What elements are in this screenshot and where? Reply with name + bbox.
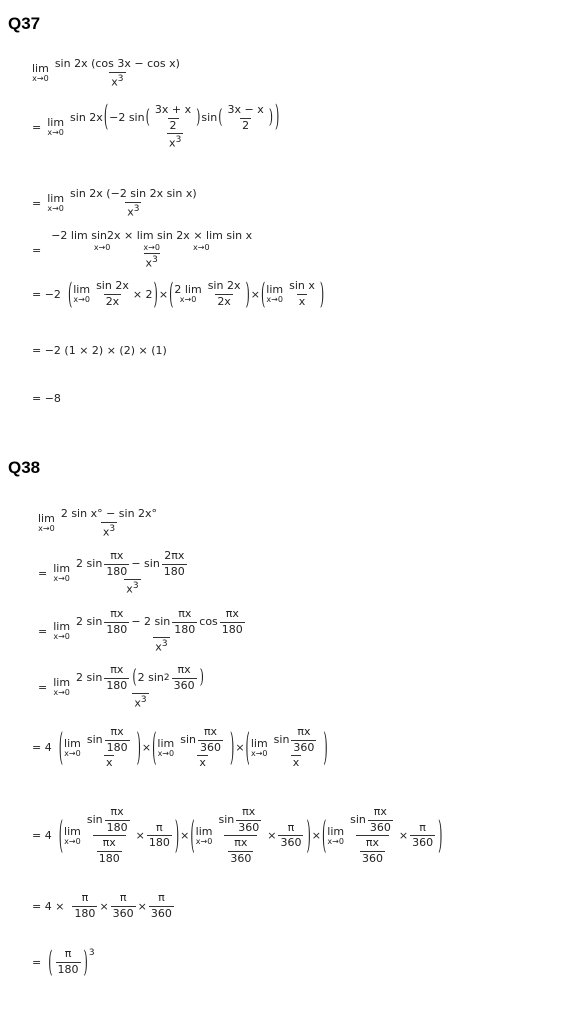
limit-operator: lim x→0 [47,192,65,214]
q37-step-4: = −2 lim sin2x × lim sin 2x × lim sin x x→0 x→0 x→0 $x^3$ [32,229,253,270]
q38-step-3: = lim x→0 2 sin πx 180 − 2 sin πx 180 cos πx 180 $x^3$ [38,607,243,654]
q37-step-2: = lim x→0 sin 2x ( −2 sin ( 3x + x 2 ) sin ( 3x − x 2 ) ) $x^3$ [32,104,284,151]
fraction: sin 2x ( −2 sin ( 3x + x 2 ) sin ( 3x − x 2 ) ) $x^3$ [70,99,280,150]
q38-step-4: = lim x→0 2 sin πx 180 ( 2 sin 2 πx 360 ) $x^3$ [38,663,204,710]
question-37-heading: Q37 [8,14,41,33]
q37-result: = −8 [32,392,61,405]
limit-operator: lim x→0 [32,62,49,84]
q38-step-2: = lim x→0 2 sin πx 180 − sin 2πx 180 $x^3$ [38,549,185,596]
fraction: sin 2x (−2 sin 2x sin x) $x^3$ [70,187,197,219]
q37-step-5: = −2 ( lim x→0 $\frac{\sin 2x}{2x}$ × 2 ) × ( 2 lim x→0 sin 2x 2x ) × ( lim x→0 sin x x ) [32,277,325,312]
q37-step-6: = −2 (1 × 2) × (2) × (1) [32,344,167,357]
fraction: sin 2x (cos 3x − cos x) $x^3$ [54,57,180,89]
q37-step-3: = lim x→0 sin 2x (−2 sin 2x sin x) $x^3$ [32,187,197,219]
q37-step-1 [32,58,184,89]
q38-result: = ( π 180 ) $^3$ [32,945,95,980]
limit-operator: lim x→0 [47,116,65,138]
q38-step-5: = 4 ( lim x→0 sin πx 180 x ) × ( lim x→0 sin πx 360 x ) × ( lim x→0 sin πx 360 x ) [32,725,328,771]
question-38-heading: Q38 [8,458,41,477]
q38-step-1: lim x→0 2 sin x° − sin 2x° $x^3$ [38,507,158,539]
q38-step-7: = 4 × $\frac{\pi}{180}$ × $\frac{\pi}{360}$ × $\frac{\pi}{360}$ [32,891,172,920]
q38-step-6: = 4 ( lim x→0 sin πx 180 $\frac{\pi x}{180}$ × $\frac{\pi}{180}$ ) × ( lim x→0 sin πx 360 $\frac{\pi x}{360}$ × $\frac{\pi}{360}$ ) × ( lim x→0 sin πx 360 $\frac{\pi x}{360}$ × $\frac{\pi}{360}$ ) [32,805,443,865]
fraction: −2 lim sin2x × lim sin 2x × lim sin x x→0 x→0 x→0 $x^3$ [51,229,253,270]
